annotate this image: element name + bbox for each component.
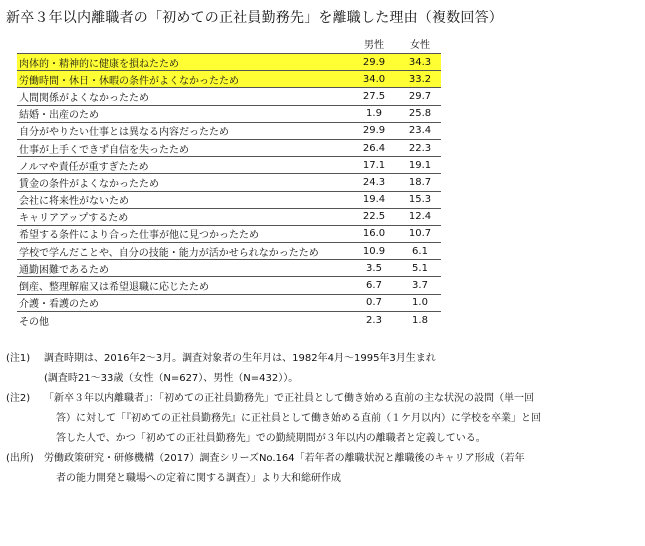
source-tag: (出所) (6, 453, 34, 464)
female-value: 3.7 (412, 280, 428, 292)
female-value: 6.1 (412, 245, 428, 257)
row-label: 肉体的・精神的に健康を損ねたため (19, 58, 179, 70)
row-label: その他 (19, 316, 49, 328)
male-value: 27.5 (362, 90, 386, 102)
table-row (17, 209, 441, 226)
female-value: 22.3 (408, 142, 432, 154)
male-value: 2.3 (366, 314, 382, 326)
female-value: 23.4 (408, 125, 432, 137)
source-line-1: 労働政策研究・研修機構（2017）調査シリーズNo.164「若年者の離職状況と離職後のキャリア形成（若年 (44, 453, 525, 464)
male-value: 19.4 (362, 194, 386, 206)
male-value: 26.4 (362, 142, 386, 154)
table-row (17, 192, 441, 209)
table-header (17, 37, 441, 54)
male-value: 22.5 (362, 211, 386, 223)
table-row (17, 123, 441, 140)
male-value: 1.9 (366, 108, 382, 120)
note-2-line-1: 「新卒３年以内離職者」：「初めての正社員勤務先」で正社員として働き始める直前の主な状況の設問（単一回 (44, 393, 534, 404)
note-1 (6, 349, 638, 389)
table-row (17, 312, 441, 329)
row-label: 学校で学んだことや、自分の技能・能力が活かせられなかったため (19, 247, 319, 259)
female-value: 19.1 (408, 159, 432, 171)
male-value: 29.9 (362, 125, 386, 137)
female-value: 18.7 (408, 176, 432, 188)
female-value: 33.2 (408, 73, 432, 85)
header-male: 男性 (364, 40, 384, 51)
page-title: 新卒３年以内離職者の「初めての正社員勤務先」を離職した理由（複数回答） (6, 10, 503, 26)
note-2-tag: (注2) (6, 393, 31, 404)
note-1-line-2: (調査時21～33歳（女性（N=627）、男性（N=432））。 (44, 373, 299, 384)
female-value: 25.8 (408, 108, 432, 120)
row-label: 労働時間・休日・休暇の条件がよくなかったため (19, 75, 239, 87)
male-value: 3.5 (366, 262, 382, 274)
row-label: 仕事が上手くできず自信を失ったため (19, 144, 189, 156)
row-label: 倒産、整理解雇又は希望退職に応じたため (19, 282, 209, 294)
row-label: 会社に将来性がないため (19, 196, 129, 208)
male-value: 10.9 (362, 245, 386, 257)
table-row (17, 71, 441, 88)
row-label: 介護・看護のため (19, 299, 99, 311)
male-value: 34.0 (362, 73, 386, 85)
note-2-line-2: 答）に対して「『初めての正社員勤務先』に正社員として働き始める直前（１ケ月以内）に学校を卒業」と回 (56, 413, 541, 424)
note-1-line-1: 調査時期は、2016年2～3月。調査対象者の生年月は、1982年4月～1995年3月生まれ (44, 353, 436, 364)
female-value: 34.3 (408, 56, 432, 68)
row-label: 人間関係がよくなかったため (19, 92, 149, 104)
male-value: 6.7 (366, 280, 382, 292)
table-row (17, 106, 441, 123)
source-note (6, 449, 638, 489)
table-row (17, 174, 441, 191)
female-value: 5.1 (412, 262, 428, 274)
row-label: キャリアアップするため (19, 213, 129, 225)
row-label: 希望する条件により合った仕事が他に見つかったため (19, 230, 259, 242)
male-value: 17.1 (362, 159, 386, 171)
table-row (17, 295, 441, 312)
note-2-line-3: 答した人で、かつ「初めての正社員勤務先」での勤続期間が３年以内の離職者と定義している。 (56, 433, 486, 444)
female-value: 29.7 (408, 90, 432, 102)
table-row (17, 140, 441, 157)
reasons-table (17, 37, 441, 329)
note-2 (6, 389, 638, 449)
male-value: 16.0 (362, 228, 386, 240)
table-row (17, 260, 441, 277)
row-label: 結婚・出産のため (19, 110, 99, 122)
header-female: 女性 (410, 40, 430, 51)
female-value: 10.7 (408, 228, 432, 240)
table-row (17, 243, 441, 260)
table-row (17, 157, 441, 174)
table-row (17, 88, 441, 105)
row-label: ノルマや責任が重すぎたため (19, 161, 149, 173)
row-label: 通勤困難であるため (19, 264, 109, 276)
table-row (17, 54, 441, 71)
female-value: 1.0 (412, 297, 428, 309)
male-value: 24.3 (362, 176, 386, 188)
male-value: 0.7 (366, 297, 382, 309)
table-row (17, 277, 441, 294)
table-body (17, 54, 441, 329)
female-value: 1.8 (412, 314, 428, 326)
row-label: 自分がやりたい仕事とは異なる内容だったため (19, 127, 229, 139)
female-value: 12.4 (408, 211, 432, 223)
source-line-2: 者の能力開発と職場への定着に関する調査）」より大和総研作成 (56, 473, 341, 484)
male-value: 29.9 (362, 56, 386, 68)
notes-section (6, 349, 638, 489)
female-value: 15.3 (408, 194, 432, 206)
note-1-tag: (注1) (6, 353, 31, 364)
row-label: 賃金の条件がよくなかったため (19, 178, 159, 190)
table-row (17, 226, 441, 243)
